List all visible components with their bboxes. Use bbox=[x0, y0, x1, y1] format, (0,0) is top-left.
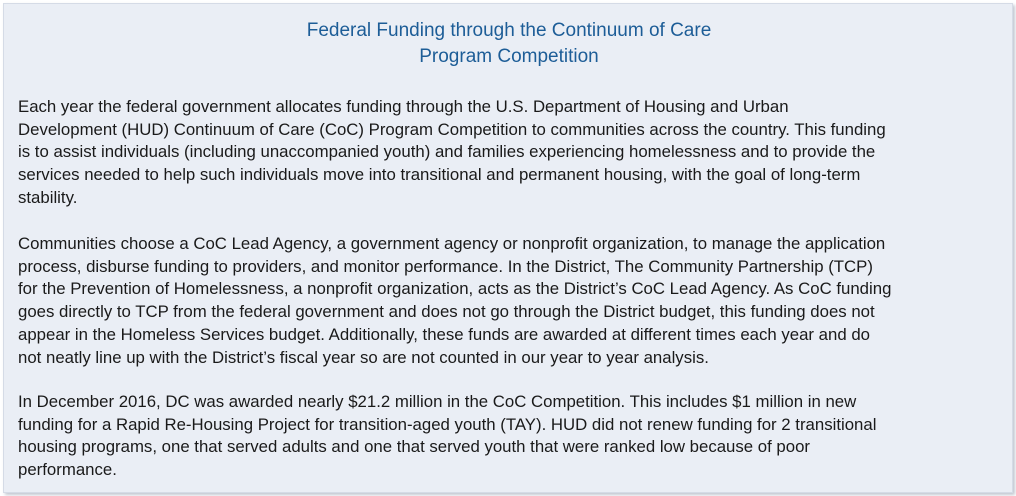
box-title bbox=[4, 18, 1014, 70]
paragraph-lead-agency bbox=[18, 233, 1004, 369]
text-line: performance. bbox=[18, 460, 117, 480]
title-line-2: Program Competition bbox=[419, 46, 599, 67]
text-line: Each year the federal government allocates funding through the U.S. Department of Housing and Urban bbox=[18, 97, 789, 116]
text-line: services needed to help such individuals move into transitional and permanent housing, with the goal of long-term bbox=[18, 165, 861, 185]
text-line: appear in the Homeless Services budget. Additionally, these funds are awarded at different times each year and do bbox=[18, 324, 871, 344]
sidebar-box bbox=[3, 3, 1013, 493]
paragraph-2016-award bbox=[18, 391, 1004, 482]
title-line-1: Federal Funding through the Continuum of Care bbox=[306, 20, 712, 41]
text-line: Communities choose a CoC Lead Agency, a government agency or nonprofit organization, to manage the application bbox=[18, 234, 886, 253]
text-line: housing programs, one that served adults and one that served youth that were ranked low because of poor bbox=[18, 437, 811, 457]
text-line: process, disburse funding to providers, and monitor performance. In the District, The Community Partnership (TCP) bbox=[18, 256, 873, 276]
text-line: not neatly line up with the District’s fiscal year so are not counted in our year to year analysis. bbox=[18, 347, 709, 367]
text-line: funding for a Rapid Re-Housing Project for transition-aged youth (TAY). HUD did not renew funding for 2 transitional bbox=[18, 414, 877, 434]
text-line: In December 2016, DC was awarded nearly $21.2 million in the CoC Competition. This includes $1 million in new bbox=[18, 392, 857, 411]
paragraph-funding-overview bbox=[18, 96, 1004, 210]
text-line: Development (HUD) Continuum of Care (CoC) Program Competition to communities across the country. This funding bbox=[18, 119, 886, 139]
text-line: stability. bbox=[18, 187, 78, 207]
text-line: is to assist individuals (including unaccompanied youth) and families experiencing homelessness and to provide the bbox=[18, 142, 876, 162]
text-line: for the Prevention of Homelessness, a nonprofit organization, acts as the District’s CoC Lead Agency. As CoC funding bbox=[18, 279, 892, 299]
text-line: goes directly to TCP from the federal government and does not go through the District budget, this funding does not bbox=[18, 302, 875, 322]
